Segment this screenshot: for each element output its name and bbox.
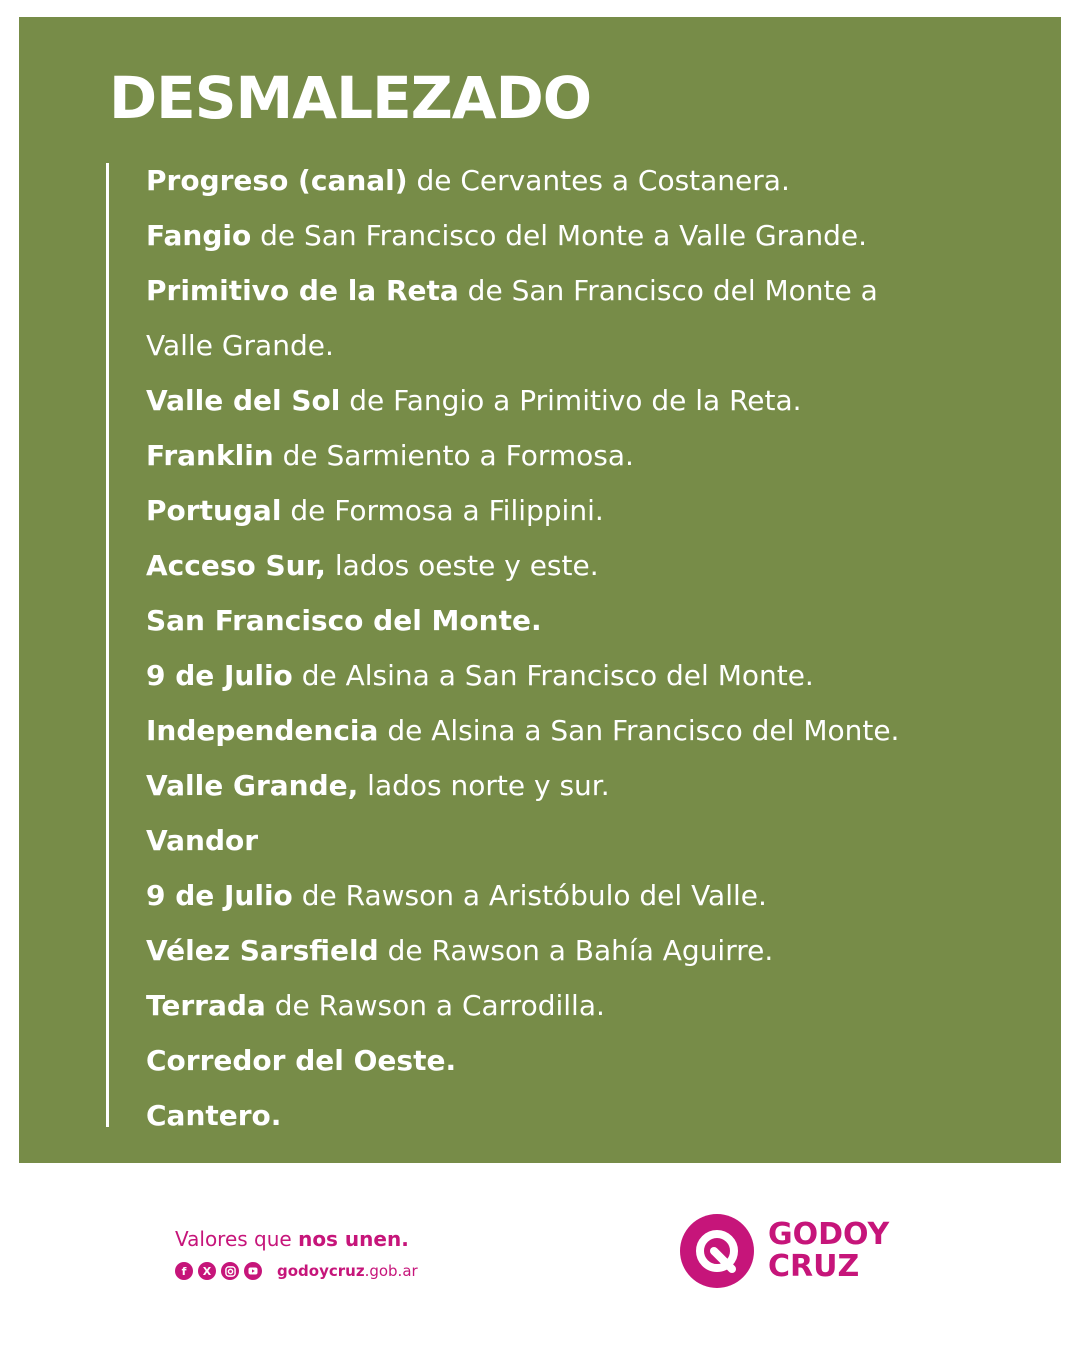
list-item <box>146 538 1051 593</box>
street-name: Valle del Sol <box>146 384 341 417</box>
list-item <box>146 923 1051 978</box>
list-item <box>146 1088 1051 1143</box>
logo-line-1: GODOY <box>768 1217 890 1252</box>
content-panel <box>19 17 1061 1163</box>
x-icon[interactable]: X <box>198 1262 216 1280</box>
slogan-regular: Valores que <box>175 1227 299 1251</box>
list-item <box>146 483 1051 538</box>
street-name: Franklin <box>146 439 274 472</box>
list-item <box>146 153 1051 208</box>
youtube-icon[interactable] <box>244 1262 262 1280</box>
list-item <box>146 813 1051 868</box>
list-item <box>146 648 1051 703</box>
street-name: Cantero. <box>146 1099 282 1132</box>
street-name: 9 de Julio <box>146 659 293 692</box>
list-item <box>146 703 1051 758</box>
street-detail: lados norte y sur. <box>358 769 610 802</box>
street-detail: de Rawson a Carrodilla. <box>265 989 605 1022</box>
street-name: Fangio <box>146 219 252 252</box>
street-name: Acceso Sur, <box>146 549 326 582</box>
street-name: 9 de Julio <box>146 879 293 912</box>
list-item <box>146 208 1051 263</box>
street-detail: de Rawson a Aristóbulo del Valle. <box>292 879 767 912</box>
street-detail: de Sarmiento a Formosa. <box>273 439 634 472</box>
page-title: DESMALEZADO <box>109 64 592 132</box>
street-detail: lados oeste y este. <box>325 549 599 582</box>
instagram-icon[interactable] <box>221 1262 239 1280</box>
street-name: Progreso (canal) <box>146 164 408 197</box>
street-name: Independencia <box>146 714 379 747</box>
street-name: Terrada <box>146 989 266 1022</box>
street-name: Corredor del Oeste. <box>146 1044 457 1077</box>
street-detail: de Alsina a San Francisco del Monte. <box>378 714 900 747</box>
logo-text <box>768 1219 889 1283</box>
street-list <box>146 153 1051 1143</box>
list-item <box>146 428 1051 483</box>
street-detail: de Formosa a Filippini. <box>281 494 604 527</box>
street-detail: de Fangio a Primitivo de la Reta. <box>340 384 802 417</box>
website-link[interactable]: godoycruz.gob.ar <box>277 1262 418 1280</box>
street-name: Portugal <box>146 494 282 527</box>
list-item <box>146 373 1051 428</box>
street-detail: de Alsina a San Francisco del Monte. <box>292 659 814 692</box>
list-item <box>146 593 1051 648</box>
street-name: Vandor <box>146 824 259 857</box>
logo-mark-icon <box>680 1214 754 1288</box>
slogan-bold: nos unen. <box>298 1227 409 1251</box>
list-item <box>146 868 1051 923</box>
street-name: Primitivo de la Reta <box>146 274 459 307</box>
street-name: San Francisco del Monte. <box>146 604 542 637</box>
street-detail: Valle Grande. <box>146 329 334 362</box>
slogan <box>175 1225 475 1253</box>
list-item <box>146 318 1051 373</box>
list-item <box>146 758 1051 813</box>
street-detail: de San Francisco del Monte a <box>458 274 878 307</box>
street-name: Valle Grande, <box>146 769 359 802</box>
list-item <box>146 1033 1051 1088</box>
vertical-divider <box>106 163 109 1127</box>
street-name: Vélez Sarsfield <box>146 934 379 967</box>
godoy-cruz-logo <box>680 1214 889 1288</box>
list-item <box>146 978 1051 1033</box>
list-item <box>146 263 1051 318</box>
street-detail: de Rawson a Bahía Aguirre. <box>378 934 774 967</box>
facebook-icon[interactable]: f <box>175 1262 193 1280</box>
social-row <box>175 1261 475 1281</box>
footer-left <box>175 1225 475 1281</box>
logo-line-2: CRUZ <box>768 1249 860 1284</box>
street-detail: de San Francisco del Monte a Valle Grande. <box>251 219 867 252</box>
street-detail: de Cervantes a Costanera. <box>407 164 790 197</box>
